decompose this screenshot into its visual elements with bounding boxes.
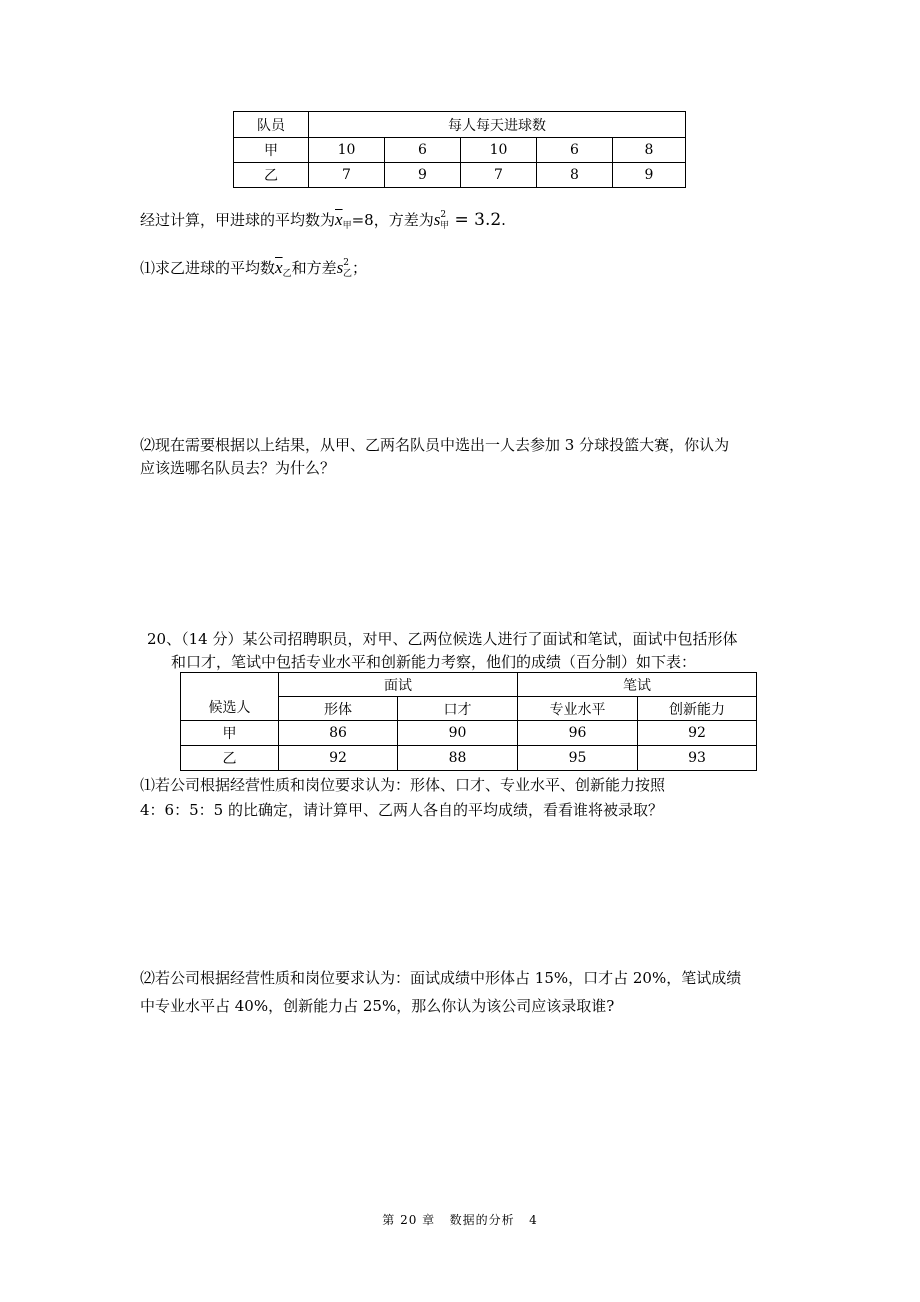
table-row: 乙 92 88 95 93: [181, 746, 757, 771]
question-2-line2: 应该选哪名队员去？为什么？: [140, 459, 336, 477]
header-goals: 每人每天进球数: [309, 112, 686, 138]
question-20-2-line1: ⑵若公司根据经营性质和岗位要求认为：面试成绩中形体占 15%，口才占 20%，笔试成绩: [140, 969, 742, 987]
question-20-1-line1: ⑴若公司根据经营性质和岗位要求认为：形体、口才、专业水平、创新能力按照: [140, 776, 666, 794]
question-20-1-line2: 4：6：5：5 的比确定，请计算甲、乙两人各自的平均成绩，看看谁将被录取？: [140, 801, 663, 819]
table-row: 乙 7 9 7 8 9: [234, 163, 686, 188]
header-candidate: 候选人: [181, 673, 279, 721]
problem-20-line2: 和口才，笔试中包括专业水平和创新能力考察，他们的成绩（百分制）如下表：: [171, 653, 697, 671]
question-2-line1: ⑵现在需要根据以上结果，从甲、乙两名队员中选出一人去参加 3 分球投篮大赛，你认为: [140, 436, 730, 454]
jia-statistics: 经过计算，甲进球的平均数为$\overline{x}_甲=8$，方差为$s^2_甲 = 3.2$.: [140, 210, 506, 231]
page-footer: 第 20 章 数据的分析 4: [382, 1213, 538, 1227]
question-1: ⑴求乙进球的平均数$\overline{x}_乙$和方差$s^2_乙$；: [140, 258, 367, 279]
shooting-table: [233, 111, 686, 188]
problem-20-line1: 20、（14 分）某公司招聘职员，对甲、乙两位候选人进行了面试和笔试，面试中包括形体: [147, 630, 738, 648]
table-row: 甲 10 6 10 6 8: [234, 138, 686, 163]
header-written: 笔试: [518, 673, 757, 697]
header-interview: 面试: [279, 673, 518, 697]
header-team: 队员: [234, 112, 309, 138]
score-table: 候选人 面试 笔试 形体 口才 专业水平 创新能力 甲 86 90 96 92 乙 92 88 95 93: [180, 672, 757, 771]
question-20-2-line2: 中专业水平占 40%，创新能力占 25%，那么你认为该公司应该录取谁?: [140, 997, 615, 1015]
table-row: 甲 86 90 96 92: [181, 721, 757, 746]
